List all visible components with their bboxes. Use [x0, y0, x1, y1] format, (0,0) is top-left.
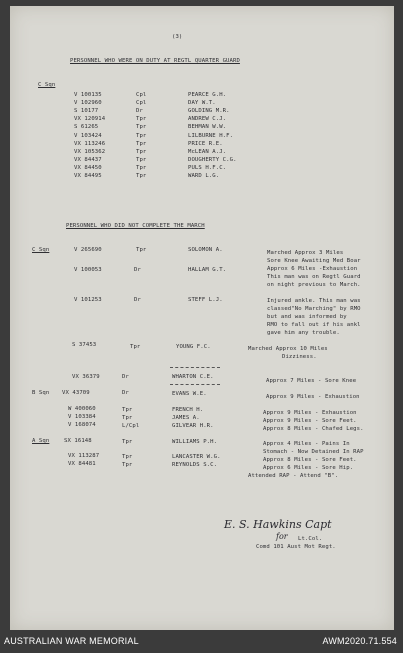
service-number: VX 113246 — [74, 140, 106, 147]
name: PEARCE G.H. — [188, 92, 227, 98]
name: WILLIAMS P.H. — [172, 439, 218, 445]
service-number: VX 113287 — [68, 453, 100, 459]
signature-unit: Comd 101 Aust Mot Regt. — [256, 544, 336, 550]
signature-title: Lt.Col. — [298, 536, 323, 542]
document-page — [10, 6, 394, 630]
remark: Approx 9 Miles - Exhaustion — [263, 410, 357, 416]
remark: Approx 9 Miles - Exhaustion — [266, 394, 360, 400]
service-number: S 61265 — [74, 124, 99, 131]
remark: Marched Approx 3 Miles — [267, 250, 344, 256]
service-number: VX 43709 — [62, 390, 90, 396]
remark: Approx 4 Miles - Pains In — [263, 441, 350, 447]
remark: Marched Approx 10 Miles — [248, 346, 328, 352]
remark: on night previous to March. — [267, 282, 361, 288]
rank: Tpr — [136, 247, 147, 253]
remark: Approx 8 Miles - Chafed Legs. — [263, 426, 364, 432]
rank: Tpr — [122, 407, 133, 413]
rank: Dr — [134, 297, 141, 303]
name: DOUGHERTY C.G. — [188, 156, 237, 163]
name: BEHMAN W.W. — [188, 124, 227, 131]
name: REYNOLDS S.C. — [172, 462, 218, 468]
service-number: VX 120914 — [74, 116, 106, 123]
name: McLEAN A.J. — [188, 148, 227, 155]
service-number: VX 36379 — [72, 374, 100, 380]
handwritten-signature: E. S. Hawkins Capt — [224, 518, 332, 531]
section1-heading: PERSONNEL WHO WERE ON DUTY AT REGTL QUARTER GUARD — [70, 58, 240, 64]
squadron-label: A Sqn — [32, 438, 50, 444]
rank: L/Cpl — [122, 423, 140, 429]
rank: Tpr — [122, 439, 133, 445]
service-number: S 37453 — [72, 342, 97, 348]
remark: RMO to fall out if his ankl — [267, 322, 361, 328]
name: PRICE R.E. — [188, 140, 223, 147]
service-number: V 103424 — [74, 132, 102, 139]
service-number: VX 84495 — [74, 173, 102, 179]
rank: Tpr — [136, 156, 147, 163]
rank: Tpr — [136, 148, 147, 155]
remark: but and was informed by — [267, 314, 347, 320]
name: DAY W.T. — [188, 100, 216, 107]
rank: Tpr — [136, 140, 147, 147]
rank: Tpr — [136, 124, 147, 131]
service-number: V 168074 — [68, 422, 96, 428]
remark: Approx 8 Miles - Sore Feet. — [263, 457, 357, 463]
section2-heading: PERSONNEL WHO DID NOT COMPLETE THE MARCH — [66, 223, 205, 229]
remark: Sore Knee Awaiting Med Boar — [267, 258, 361, 264]
name: WHARTON C.E. — [172, 374, 214, 380]
name: ANDREW C.J. — [188, 116, 227, 123]
service-number: V 101253 — [74, 297, 102, 303]
remark: Approx 6 Miles - Sore Hip. — [263, 465, 354, 471]
handwritten-for: for — [276, 532, 288, 541]
service-number: V 103384 — [68, 414, 96, 420]
name: PULS H.F.C. — [188, 164, 227, 171]
rank: Dr — [122, 374, 129, 380]
squadron-label: C Sqn — [32, 247, 50, 253]
name: HALLAM G.T. — [188, 267, 227, 273]
name: EVANS W.E. — [172, 391, 207, 397]
remark: Approx 6 Miles -Exhaustion — [267, 266, 358, 272]
list-item — [74, 247, 102, 253]
name: WARD L.G. — [188, 173, 220, 179]
service-number: V 265690 — [74, 247, 102, 253]
service-number: V 100053 — [74, 267, 102, 273]
name: LILBURNE H.F. — [188, 132, 234, 139]
squadron-label: B Sqn — [32, 390, 50, 396]
divider — [170, 367, 220, 368]
rank: Dr — [136, 108, 143, 115]
remark: Approx 7 Miles - Sore Knee — [266, 378, 357, 384]
remark: Dizziness. — [282, 354, 317, 360]
footer-bar — [0, 630, 403, 653]
remark: Injured ankle. This man was — [267, 298, 361, 304]
remark: This man was on Regtl Guard — [267, 274, 361, 280]
rank: Dr — [122, 390, 129, 396]
name: FRENCH H. — [172, 407, 204, 413]
rank: Cpl — [136, 92, 147, 98]
name: JAMES A. — [172, 415, 200, 421]
service-number: W 400060 — [68, 406, 96, 412]
remark: Attended RAP - Attend "B". — [248, 473, 339, 479]
name: GOLDING M.R. — [188, 108, 230, 115]
section1-squadron: C Sqn — [38, 82, 56, 88]
service-number: VX 84437 — [74, 156, 102, 163]
name: STEFF L.J. — [188, 297, 223, 303]
rank: Tpr — [136, 164, 147, 171]
page-number: (3) — [172, 34, 183, 40]
remark: Approx 9 Miles - Sore Feet. — [263, 418, 357, 424]
remark: classed"No Marching" by RMO — [267, 306, 361, 312]
footer-institution: AUSTRALIAN WAR MEMORIAL — [4, 636, 139, 646]
service-number: SX 16148 — [64, 438, 92, 444]
rank: Tpr — [136, 116, 147, 123]
rank: Tpr — [136, 173, 147, 179]
rank: Tpr — [130, 344, 141, 350]
service-number: VX 105362 — [74, 148, 106, 155]
divider — [170, 384, 220, 385]
rank: Dr — [134, 267, 141, 273]
footer-accession-id: AWM2020.71.554 — [322, 636, 397, 646]
remark: Stomach - Now Detained In RAP — [263, 449, 364, 455]
name: GILVEAR H.R. — [172, 423, 214, 429]
service-number: VX 84481 — [68, 461, 96, 467]
rank: Tpr — [122, 415, 133, 421]
name: LANCASTER W.G. — [172, 454, 221, 460]
service-number: VX 84450 — [74, 164, 102, 171]
remark: gave him any trouble. — [267, 330, 340, 336]
name: SOLOMON A. — [188, 247, 223, 253]
rank: Tpr — [122, 454, 133, 460]
rank: Cpl — [136, 100, 147, 107]
service-number: V 102960 — [74, 100, 102, 107]
rank: Tpr — [136, 132, 147, 139]
service-number: S 10177 — [74, 108, 99, 115]
name: YOUNG F.C. — [176, 344, 211, 350]
service-number: V 100135 — [74, 92, 102, 98]
rank: Tpr — [122, 462, 133, 468]
